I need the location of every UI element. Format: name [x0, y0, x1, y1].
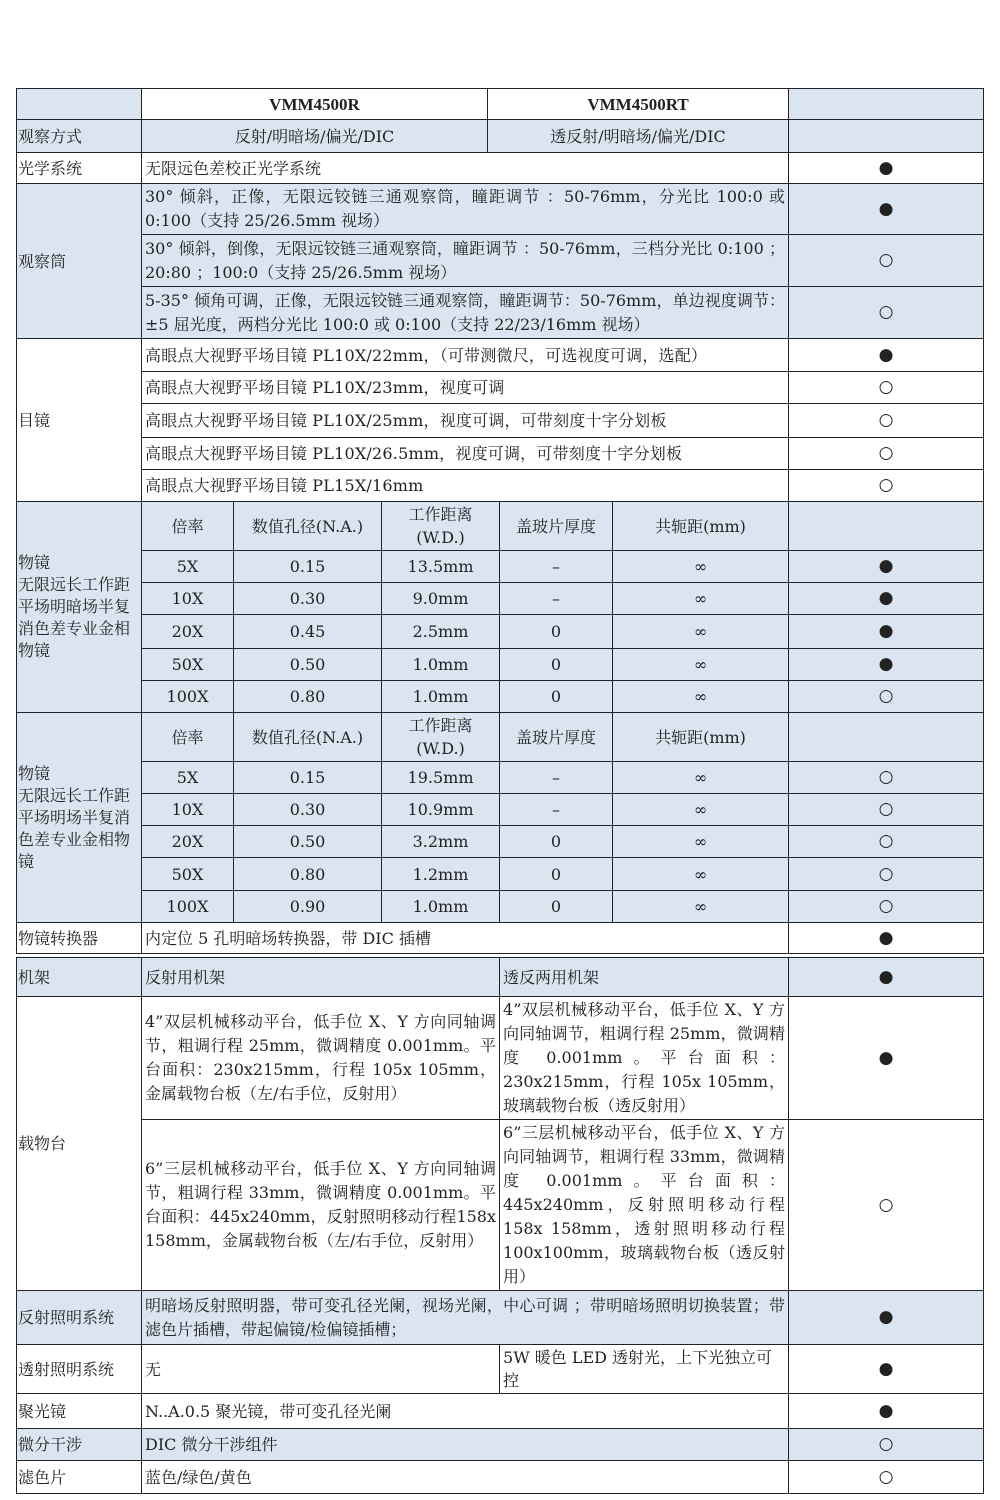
tube-row — [17, 287, 984, 339]
nosepiece-text: 内定位 5 孔明暗场转换器，带 DIC 插槽 — [142, 923, 789, 954]
obj-conj: ∞ — [613, 649, 789, 681]
optical-system-mark: ● — [789, 153, 984, 184]
transmitted-illumination-mark: ● — [789, 1345, 984, 1394]
obj-na: 0.90 — [234, 891, 382, 923]
obj-na: 0.15 — [234, 551, 382, 583]
reflected-illumination-label: 反射照明系统 — [17, 1291, 142, 1345]
spec-table — [16, 88, 984, 1494]
eyepiece-option-mark: ○ — [789, 470, 984, 502]
observation-mode-label: 观察方式 — [17, 120, 142, 153]
tube-row — [17, 184, 984, 235]
reflected-illumination-mark: ● — [789, 1291, 984, 1345]
obj-mag: 5X — [142, 762, 234, 794]
eyepiece-option-mark: ● — [789, 339, 984, 372]
obj-mark: ○ — [789, 794, 984, 826]
obj-na: 0.80 — [234, 858, 382, 891]
stage-label: 载物台 — [17, 997, 142, 1291]
eyepiece-option: 高眼点大视野平场目镜 PL10X/22mm，（可带测微尺，可选视度可调，选配） — [142, 339, 789, 372]
col-conjugate-distance: 共轭距(mm) — [613, 713, 789, 762]
frame-r: 反射用机架 — [142, 958, 500, 997]
objective-row — [17, 826, 984, 858]
obj-wd: 1.0mm — [382, 891, 500, 923]
obj-mag: 20X — [142, 826, 234, 858]
obj-conj: ∞ — [613, 891, 789, 923]
obj-mark: ● — [789, 551, 984, 583]
observation-mode-mark — [789, 120, 984, 153]
objective-2-header-row — [17, 713, 984, 762]
tube-label: 观察筒 — [17, 184, 142, 339]
obj-conj: ∞ — [613, 794, 789, 826]
transmitted-illumination-r: 无 — [142, 1345, 500, 1394]
obj-na: 0.45 — [234, 615, 382, 649]
objective-row — [17, 762, 984, 794]
condenser-row — [17, 1394, 984, 1429]
obj-na: 0.50 — [234, 826, 382, 858]
obj-cover: 0 — [500, 858, 613, 891]
stage-mark: ○ — [789, 1120, 984, 1291]
obj-wd: 1.2mm — [382, 858, 500, 891]
eyepiece-row — [17, 470, 984, 502]
col-numerical-aperture: 数值孔径(N.A.) — [234, 502, 382, 551]
obj-cover: 0 — [500, 681, 613, 713]
stage-rt: 4”双层机械移动平台，低手位 X、Y 方向同轴调节，粗调行程 25mm，微调精度 0.001mm。平台面积：230x215mm，行程 105x 105mm，玻璃载物台板（透反射用） — [500, 997, 789, 1120]
header-row — [17, 89, 984, 120]
col-numerical-aperture: 数值孔径(N.A.) — [234, 713, 382, 762]
obj-mark: ○ — [789, 681, 984, 713]
optical-system-text: 无限远色差校正光学系统 — [142, 153, 789, 184]
stage-rt: 6”三层机械移动平台，低手位 X、Y 方向同轴调节，粗调行程 33mm，微调精度 0.001mm。平台面积：445x240mm，反射照明移动行程158x 158mm，透射照明移动行程100x100mm，玻璃载物台板（透反射用） — [500, 1120, 789, 1291]
obj-conj: ∞ — [613, 615, 789, 649]
reflected-illumination-row — [17, 1291, 984, 1345]
obj-wd: 2.5mm — [382, 615, 500, 649]
nosepiece-row — [17, 923, 984, 954]
objective-2-label: 物镜 无限远长工作距平场明场半复消色差专业金相物镜 — [17, 713, 142, 923]
optical-system-label: 光学系统 — [17, 153, 142, 184]
stage-row — [17, 997, 984, 1120]
obj-na: 0.15 — [234, 762, 382, 794]
transmitted-illumination-label: 透射照明系统 — [17, 1345, 142, 1394]
obj-mark: ● — [789, 583, 984, 615]
tube-option-2-mark: ○ — [789, 235, 984, 287]
objective-1-header-row — [17, 502, 984, 551]
observation-mode-rt: 透反射/明暗场/偏光/DIC — [488, 120, 789, 153]
obj-wd: 1.0mm — [382, 649, 500, 681]
obj-mag: 10X — [142, 794, 234, 826]
objective-row — [17, 649, 984, 681]
eyepiece-label: 目镜 — [17, 339, 142, 502]
dic-row — [17, 1429, 984, 1461]
objective-row — [17, 615, 984, 649]
objective-row — [17, 681, 984, 713]
eyepiece-option-mark: ○ — [789, 438, 984, 470]
condenser-text: N..A.0.5 聚光镜，带可变孔径光阑 — [142, 1394, 789, 1429]
obj-wd: 19.5mm — [382, 762, 500, 794]
eyepiece-option-mark: ○ — [789, 404, 984, 438]
obj-cover: 0 — [500, 649, 613, 681]
obj-conj: ∞ — [613, 583, 789, 615]
frame-label: 机架 — [17, 958, 142, 997]
obj-mag: 100X — [142, 891, 234, 923]
obj-mark: ○ — [789, 826, 984, 858]
obj-cover: – — [500, 762, 613, 794]
obj-conj: ∞ — [613, 826, 789, 858]
eyepiece-row — [17, 339, 984, 372]
stage-row — [17, 1120, 984, 1291]
objective-row — [17, 891, 984, 923]
filters-row — [17, 1461, 984, 1494]
col-conjugate-distance: 共轭距(mm) — [613, 502, 789, 551]
col-cover-glass: 盖玻片厚度 — [500, 502, 613, 551]
tube-option-3-mark: ○ — [789, 287, 984, 339]
obj-wd: 1.0mm — [382, 681, 500, 713]
obj-conj: ∞ — [613, 681, 789, 713]
col-working-distance: 工作距离(W.D.) — [382, 502, 500, 551]
col-cover-glass: 盖玻片厚度 — [500, 713, 613, 762]
obj-mag: 10X — [142, 583, 234, 615]
frame-rt: 透反两用机架 — [500, 958, 789, 997]
tube-option-3: 5-35° 倾角可调，正像，无限远铰链三通观察筒，瞳距调节：50-76mm，单边视度调节：±5 屈光度，两档分光比 100:0 或 0:100（支持 22/23/16mm 视场） — [142, 287, 789, 339]
header-blank-cell — [17, 89, 142, 120]
transmitted-illumination-rt: 5W 暖色 LED 透射光，上下光独立可控 — [500, 1345, 789, 1394]
obj-conj: ∞ — [613, 858, 789, 891]
objective-row — [17, 551, 984, 583]
condenser-mark: ● — [789, 1394, 984, 1429]
reflected-illumination-text: 明暗场反射照明器，带可变孔径光阑，视场光阑，中心可调 ；带明暗场照明切换装置；带滤色片插槽，带起偏镜/检偏镜插槽； — [142, 1291, 789, 1345]
obj-mag: 50X — [142, 858, 234, 891]
obj-conj: ∞ — [613, 762, 789, 794]
obj-cover: – — [500, 583, 613, 615]
obj-mag: 5X — [142, 551, 234, 583]
header-mark-cell — [789, 89, 984, 120]
eyepiece-row — [17, 372, 984, 404]
obj-wd: 13.5mm — [382, 551, 500, 583]
objective-row — [17, 794, 984, 826]
obj-wd: 9.0mm — [382, 583, 500, 615]
obj-mark: ○ — [789, 858, 984, 891]
stage-r: 6”三层机械移动平台，低手位 X、Y 方向同轴调节，粗调行程 33mm，微调精度 0.001mm。平台面积：445x240mm，反射照明移动行程158x 158mm，金属载物台板（左/右手位，反射用） — [142, 1120, 500, 1291]
obj-wd: 3.2mm — [382, 826, 500, 858]
header-model-rt: VMM4500RT — [488, 89, 789, 120]
obj-mag: 50X — [142, 649, 234, 681]
condenser-label: 聚光镜 — [17, 1394, 142, 1429]
obj-cover: 0 — [500, 826, 613, 858]
obj-cover: 0 — [500, 891, 613, 923]
obj-cover: 0 — [500, 615, 613, 649]
obj-conj: ∞ — [613, 551, 789, 583]
observation-mode-row — [17, 120, 984, 153]
tube-row — [17, 235, 984, 287]
optical-system-row — [17, 153, 984, 184]
objective-row — [17, 858, 984, 891]
dic-text: DIC 微分干涉组件 — [142, 1429, 789, 1461]
eyepiece-option: 高眼点大视野平场目镜 PL10X/26.5mm，视度可调，可带刻度十字分划板 — [142, 438, 789, 470]
filters-text: 蓝色/绿色/黄色 — [142, 1461, 789, 1494]
filters-label: 滤色片 — [17, 1461, 142, 1494]
eyepiece-row — [17, 404, 984, 438]
obj-mag: 20X — [142, 615, 234, 649]
obj-mark: ○ — [789, 891, 984, 923]
objective-1-header-mark — [789, 502, 984, 551]
eyepiece-option: 高眼点大视野平场目镜 PL15X/16mm — [142, 470, 789, 502]
frame-mark: ● — [789, 958, 984, 997]
obj-mark: ● — [789, 615, 984, 649]
obj-mark: ● — [789, 649, 984, 681]
tube-option-2: 30° 倾斜，倒像，无限远铰链三通观察筒，瞳距调节 ：50-76mm，三档分光比 0:100 ；20:80 ；100:0（支持 25/26.5mm 视场） — [142, 235, 789, 287]
frame-row — [17, 958, 984, 997]
obj-na: 0.80 — [234, 681, 382, 713]
tube-option-1-mark: ● — [789, 184, 984, 235]
obj-mark: ○ — [789, 762, 984, 794]
obj-mag: 100X — [142, 681, 234, 713]
dic-mark: ○ — [789, 1429, 984, 1461]
stage-r: 4”双层机械移动平台，低手位 X、Y 方向同轴调节，粗调行程 25mm，微调精度 0.001mm。平台面积：230x215mm，行程 105x 105mm，金属载物台板（左/右手位，反射用） — [142, 997, 500, 1120]
objective-1-label: 物镜 无限远长工作距平场明暗场半复消色差专业金相物镜 — [17, 502, 142, 713]
objective-row — [17, 583, 984, 615]
dic-label: 微分干涉 — [17, 1429, 142, 1461]
obj-wd: 10.9mm — [382, 794, 500, 826]
col-magnification: 倍率 — [142, 713, 234, 762]
col-working-distance: 工作距离(W.D.) — [382, 713, 500, 762]
eyepiece-option: 高眼点大视野平场目镜 PL10X/25mm，视度可调，可带刻度十字分划板 — [142, 404, 789, 438]
stage-mark: ● — [789, 997, 984, 1120]
obj-na: 0.30 — [234, 794, 382, 826]
filters-mark: ○ — [789, 1461, 984, 1494]
nosepiece-mark: ● — [789, 923, 984, 954]
obj-cover: – — [500, 551, 613, 583]
eyepiece-row — [17, 438, 984, 470]
header-model-r: VMM4500R — [142, 89, 488, 120]
observation-mode-r: 反射/明暗场/偏光/DIC — [142, 120, 488, 153]
objective-2-header-mark — [789, 713, 984, 762]
tube-option-1: 30° 倾斜，正像，无限远铰链三通观察筒，瞳距调节 ：50-76mm，分光比 100:0 或 0:100（支持 25/26.5mm 视场） — [142, 184, 789, 235]
nosepiece-label: 物镜转换器 — [17, 923, 142, 954]
col-magnification: 倍率 — [142, 502, 234, 551]
obj-na: 0.30 — [234, 583, 382, 615]
obj-cover: – — [500, 794, 613, 826]
transmitted-illumination-row — [17, 1345, 984, 1394]
obj-na: 0.50 — [234, 649, 382, 681]
eyepiece-option: 高眼点大视野平场目镜 PL10X/23mm，视度可调 — [142, 372, 789, 404]
eyepiece-option-mark: ○ — [789, 372, 984, 404]
